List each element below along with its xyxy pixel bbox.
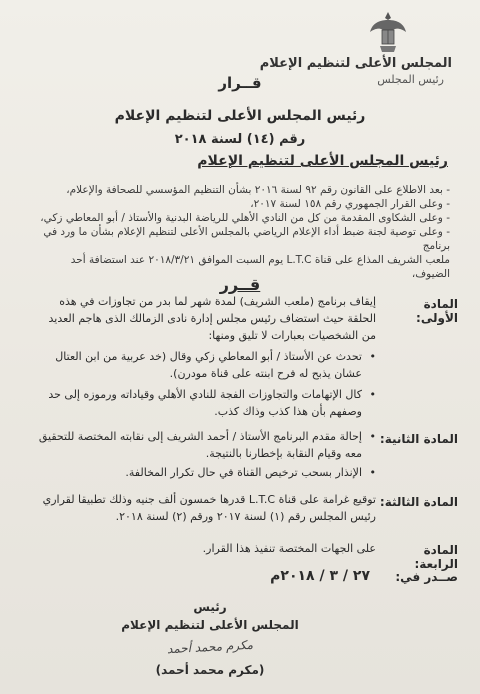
article-4-text: على الجهات المختصة تنفيذ هذا القرار. <box>202 542 376 555</box>
article-2-text <box>36 428 376 481</box>
article-2-bullet: • إحالة مقدم البرنامج الأستاذ / أحمد الشريف إلى نقابته المختصة للتحقيق معه وقيام النقابة بإخطارنا بالنتيجة. <box>36 428 376 462</box>
president-label: رئيس المجلس <box>377 73 444 86</box>
article-1-bullet: • كال الإتهامات والتجاوزات الفجة للنادي الأهلي وقياداته ورموزه إلى حد وصفهم بأن هذا كذب وذاك كذب. <box>36 386 376 420</box>
recital-line: - وعلى القرار الجمهوري رقم ١٥٨ لسنة ٢٠١٧، <box>250 198 450 210</box>
recital-line: - بعد الاطلاع على القانون رقم ٩٢ لسنة ٢٠١٦ بشأن التنظيم المؤسسي للصحافة والإعلام، <box>66 184 450 196</box>
article-1-bullet: • تحدث عن الأستاذ / أبو المعاطي زكي وقال (خد عربية من ابن العتال عشان يذبح له فرح ابنته على قناة مودرن). <box>36 348 376 382</box>
article-2-label: المادة الثانية: <box>379 432 458 446</box>
decision-heading: قــرار <box>218 74 262 92</box>
issued-label: صــدر في: <box>395 570 458 584</box>
article-1-text <box>36 293 376 420</box>
article-3-label: المادة الثالثة: <box>379 495 458 509</box>
signatory-name: (مكرم محمد أحمد) <box>155 663 265 677</box>
issued-date: ٢٧ / ٣ / ٢٠١٨م <box>270 568 370 584</box>
article-2-bullet: • الإنذار بسحب ترخيص القناة في حال تكرار المخالفة. <box>36 464 376 481</box>
council-name: المجلس الأعلى لتنظيم الإعلام <box>259 56 452 71</box>
recital-line: - وعلى توصية لجنة ضبط أداء الإعلام الرياضي بالمجلس الأعلى لتنظيم الإعلام بشأن ما ورد في برنامج <box>43 226 450 252</box>
article-4-label: المادة الرابعة: <box>414 543 458 571</box>
issuer-title: رئيس المجلس الأعلى لتنظيم الإعلام <box>114 108 366 124</box>
recital-line: ملعب الشريف المذاع على قناة L.T.C يوم السبت الموافق ٢٠١٨/٣/٢١ عند استضافة أحد الضيوف، <box>70 254 450 280</box>
eagle-emblem-icon <box>368 8 408 56</box>
recital-line: - وعلى الشكاوى المقدمة من كل من النادي الأهلي للرياضة البدنية والأستاذ / أبو المعاطي زكي، <box>40 212 450 224</box>
decides-heading: قــرر <box>219 275 261 294</box>
recitals <box>30 183 450 281</box>
signature-title-1: رئيس <box>193 600 227 614</box>
decision-number: رقم (١٤) لسنة ٢٠١٨ <box>174 132 306 147</box>
article-1-paragraph: إيقاف برنامج (ملعب الشريف) لمدة شهر لما بدر من تجاوزات في هذه الحلقة حيث استضاف رئيس مجلس إدارة نادى الزمالك الذى هاجم العديد من الشخصيات بعبارات لا تليق ومنها: <box>48 295 376 342</box>
article-3-text: توقيع غرامة على قناة L.T.C قدرها خمسون ألف جنيه وذلك تطبيقا لقراري رئيس المجلس رقم (١) لسنة ٢٠١٧ ورقم (٢) لسنة ٢٠١٨. <box>42 493 376 523</box>
handwritten-signature: مكرم محمد أحمد <box>166 637 254 657</box>
article-1-label: المادة الأولى: <box>416 297 458 325</box>
issuer-title-2: رئيس المجلس الأعلى لتنظيم الإعلام <box>197 153 448 169</box>
signature-title-2: المجلس الأعلى لتنظيم الإعلام <box>121 618 299 632</box>
